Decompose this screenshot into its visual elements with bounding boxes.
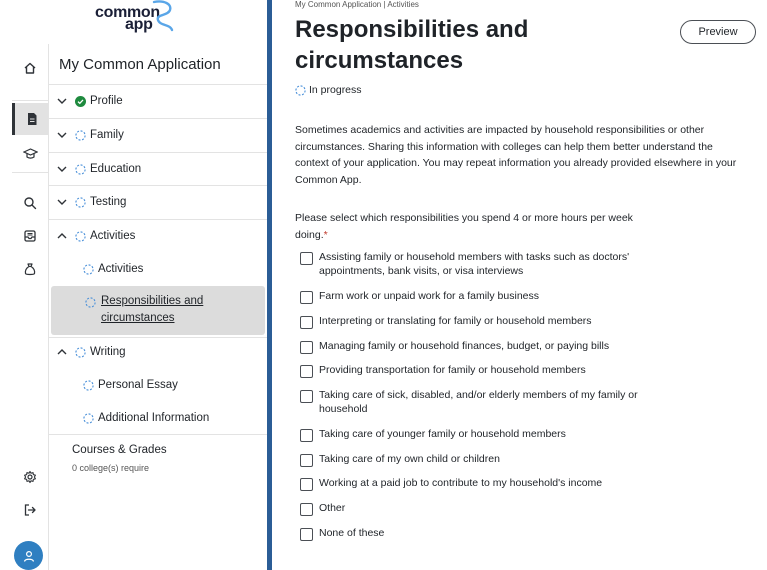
intro-text: Sometimes academics and activities are impacted by household responsibilities or other circumstances. Sharing this information with colleges can help them better understand the context of your application. You may repeat information you already provided elsewhere in your Common App. bbox=[295, 124, 737, 186]
checkbox[interactable] bbox=[300, 454, 313, 467]
logo-swoosh-icon bbox=[150, 0, 178, 36]
nav-sub-label: Personal Essay bbox=[98, 379, 178, 391]
option-label: Other bbox=[319, 502, 346, 514]
in-progress-icon bbox=[75, 231, 86, 242]
option-checkbox[interactable] bbox=[300, 389, 639, 416]
status-text: In progress bbox=[309, 84, 362, 96]
option-label: Farm work or unpaid work for a family business bbox=[319, 290, 539, 302]
nav-sub-responsibilities[interactable] bbox=[51, 286, 265, 335]
nav-sub-label: Additional Information bbox=[98, 412, 210, 424]
home-icon[interactable] bbox=[12, 54, 48, 82]
option-checkbox[interactable] bbox=[300, 527, 639, 541]
option-checkbox[interactable] bbox=[300, 502, 639, 516]
checkbox[interactable] bbox=[300, 341, 313, 354]
nav-sub-label: Activities bbox=[98, 263, 144, 275]
in-progress-icon bbox=[295, 85, 306, 96]
page-title: Responsibilities and circumstances bbox=[295, 16, 529, 74]
option-label: Working at a paid job to contribute to my household's income bbox=[319, 477, 603, 489]
courses-requirement-note: 0 college(s) require bbox=[72, 463, 150, 473]
option-checkbox[interactable] bbox=[300, 340, 639, 354]
nav-section-label: Testing bbox=[90, 196, 127, 208]
logo-text-line2: app bbox=[125, 16, 153, 33]
common-app-logo[interactable] bbox=[90, 0, 190, 38]
in-progress-icon bbox=[75, 347, 86, 358]
search-icon[interactable] bbox=[12, 189, 48, 217]
nav-section-profile[interactable] bbox=[49, 86, 267, 116]
nav-section-label: Education bbox=[90, 163, 142, 175]
option-checkbox[interactable] bbox=[300, 453, 639, 467]
preview-button[interactable]: Preview bbox=[680, 20, 756, 44]
nav-section-label: Writing bbox=[90, 346, 126, 358]
checkbox[interactable] bbox=[300, 291, 313, 304]
checkbox[interactable] bbox=[300, 365, 313, 378]
chevron-down-icon bbox=[57, 132, 71, 138]
icon-rail bbox=[12, 44, 49, 570]
option-checkbox[interactable] bbox=[300, 251, 639, 278]
checkbox[interactable] bbox=[300, 503, 313, 516]
graduation-cap-icon[interactable] bbox=[12, 139, 48, 167]
checkbox[interactable] bbox=[300, 478, 313, 491]
chevron-up-icon bbox=[57, 349, 71, 355]
option-label: Taking care of sick, disabled, and/or elderly members of my family or household bbox=[319, 389, 638, 415]
nav-section-courses[interactable]: Courses & Grades bbox=[72, 444, 167, 456]
nav-section-activities[interactable] bbox=[49, 221, 267, 251]
checkbox[interactable] bbox=[300, 429, 313, 442]
document-icon[interactable] bbox=[12, 103, 48, 135]
in-progress-icon bbox=[85, 295, 96, 313]
gear-icon[interactable] bbox=[12, 463, 48, 491]
chevron-down-icon bbox=[57, 166, 71, 172]
money-bag-icon[interactable] bbox=[12, 255, 48, 283]
in-progress-icon bbox=[83, 380, 94, 391]
option-checkbox[interactable] bbox=[300, 477, 639, 491]
option-label: Assisting family or household members with tasks such as doctors' appointments, bank visits, or visa interviews bbox=[319, 251, 630, 277]
complete-check-icon bbox=[75, 96, 86, 107]
option-checkbox[interactable] bbox=[300, 315, 639, 329]
option-checkbox[interactable] bbox=[300, 290, 639, 304]
application-nav bbox=[49, 44, 267, 570]
in-progress-icon bbox=[75, 130, 86, 141]
in-progress-icon bbox=[83, 264, 94, 275]
logout-icon[interactable] bbox=[12, 496, 48, 524]
nav-title: My Common Application bbox=[59, 56, 221, 73]
nav-section-label: Family bbox=[90, 129, 124, 141]
option-label: None of these bbox=[319, 527, 385, 539]
nav-sub-activities[interactable] bbox=[83, 257, 143, 281]
question-label: Please select which responsibilities you spend 4 or more hours per week doing. bbox=[295, 212, 633, 241]
chevron-up-icon bbox=[57, 233, 71, 239]
option-label: Managing family or household finances, budget, or paying bills bbox=[319, 340, 610, 352]
checkbox[interactable] bbox=[300, 528, 313, 541]
option-label: Taking care of younger family or household members bbox=[319, 428, 566, 440]
nav-sub-label: Responsibilities and circumstances bbox=[101, 295, 204, 324]
nav-section-label: Profile bbox=[90, 95, 123, 107]
breadcrumb[interactable]: My Common Application | Activities bbox=[295, 0, 419, 9]
nav-section-writing[interactable] bbox=[49, 337, 267, 367]
nav-sub-additional-info[interactable] bbox=[83, 406, 209, 430]
in-progress-icon bbox=[75, 197, 86, 208]
option-checkbox[interactable] bbox=[300, 428, 639, 442]
chevron-down-icon bbox=[57, 199, 71, 205]
option-checkbox[interactable] bbox=[300, 364, 639, 378]
checkbox[interactable] bbox=[300, 390, 313, 403]
option-label: Taking care of my own child or children bbox=[319, 453, 500, 465]
logo-text-line1: common bbox=[95, 4, 160, 21]
main-content bbox=[272, 0, 767, 570]
option-label: Providing transportation for family or household members bbox=[319, 364, 586, 376]
option-label: Interpreting or translating for family or household members bbox=[319, 315, 592, 327]
user-avatar[interactable] bbox=[14, 541, 43, 570]
nav-section-label: Activities bbox=[90, 230, 136, 242]
checkbox[interactable] bbox=[300, 316, 313, 329]
inbox-icon[interactable] bbox=[12, 222, 48, 250]
in-progress-icon bbox=[75, 164, 86, 175]
nav-section-testing[interactable] bbox=[49, 187, 267, 217]
required-mark: * bbox=[323, 228, 328, 241]
nav-section-family[interactable] bbox=[49, 120, 267, 150]
user-icon bbox=[22, 549, 36, 563]
in-progress-icon bbox=[83, 413, 94, 424]
checkbox[interactable] bbox=[300, 252, 313, 265]
question-text bbox=[295, 210, 635, 243]
nav-section-education[interactable] bbox=[49, 154, 267, 184]
chevron-down-icon bbox=[57, 98, 71, 104]
nav-sub-personal-essay[interactable] bbox=[83, 373, 178, 397]
status-indicator bbox=[295, 84, 362, 96]
